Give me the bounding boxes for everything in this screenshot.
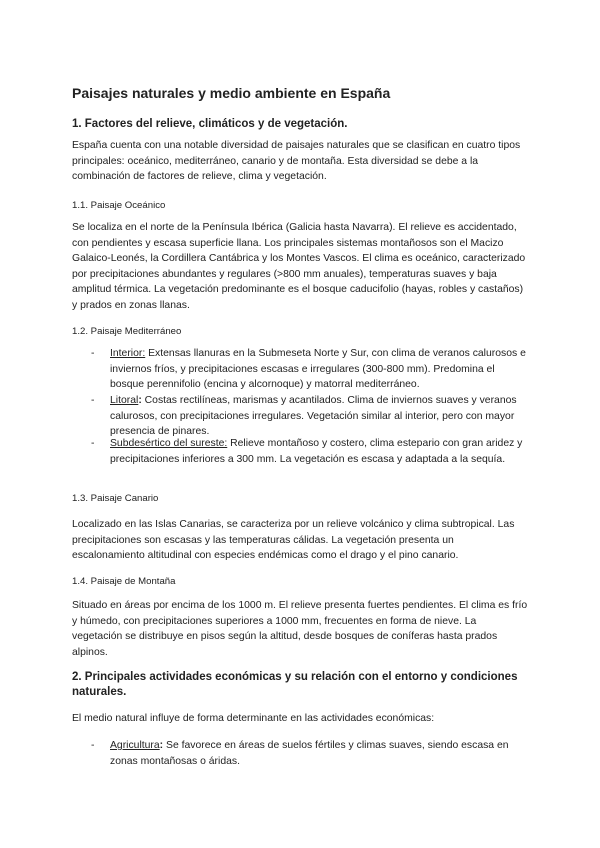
list-item-interior — [91, 346, 528, 393]
item-label: Interior: — [110, 348, 146, 359]
list-item-agricultura — [91, 738, 528, 769]
item-label: Subdesértico del sureste: — [110, 438, 228, 449]
bullet-dash: - — [91, 395, 95, 406]
item-colon: : — [159, 740, 164, 751]
section-2-intro: El medio natural influye de forma determinante en las actividades económicas: — [72, 713, 435, 724]
bullet-dash: - — [91, 348, 95, 359]
item-text: Relieve montañoso y costero, clima estepario con gran aridez y precipitaciones inferiores a 300 mm. La vegetación es escasa y adaptada a la sequía. — [110, 438, 523, 465]
item-colon: : — [138, 395, 142, 406]
item-text: Extensas llanuras en la Submeseta Norte y Sur, con clima de veranos calurosos e inviernos fríos, y precipitaciones escasas e irregulares (300-800 mm). Predomina el bosque perennifolio (encina y alcornoque) y matorral mediterráneo. — [110, 348, 526, 391]
canario-text: Localizado en las Islas Canarias, se caracteriza por un relieve volcánico y clima subtropical. Las precipitaciones son escasas y las temperaturas cálidas. La vegetación presenta un escalonamiento altitudinal con especies endémicas como el drago y el pino canario. — [72, 519, 515, 562]
item-label: Litoral — [110, 395, 139, 406]
document-title: Paisajes naturales y medio ambiente en España — [72, 85, 391, 101]
oceanico-heading: 1.1. Paisaje Oceánico — [72, 200, 166, 211]
bullet-dash: - — [91, 438, 95, 449]
section-1-intro: España cuenta con una notable diversidad de paisajes naturales que se clasifican en cuatro tipos principales: oceánico, mediterráneo, canario y de montaña. Esta diversidad se debe a la combinación de factores de relieve, clima y vegetación. — [72, 140, 521, 183]
section-2-heading: 2. Principales actividades económicas y su relación con el entorno y condiciones naturales. — [72, 671, 518, 698]
bullet-dash: - — [91, 740, 95, 751]
item-text: Se favorece en áreas de suelos fértiles y climas suaves, siendo escasa en zonas montañosas o áridas. — [110, 740, 509, 767]
item-label: Agricultura — [110, 740, 160, 751]
item-text: Costas rectilíneas, marismas y acantilados. Clima de inviernos suaves y veranos calurosos, con precipitaciones irregulares. Vegetación similar al interior, pero con mayor presencia de pinares. — [110, 395, 517, 438]
montana-text: Situado en áreas por encima de los 1000 m. El relieve presenta fuertes pendientes. El clima es frío y húmedo, con precipitaciones superiores a 1000 mm, frecuentes en forma de nieve. La vegetación se distribuye en pisos según la altitud, desde bosques de coníferas hasta prados alpinos. — [72, 600, 528, 658]
canario-heading: 1.3. Paisaje Canario — [72, 493, 159, 504]
list-item-litoral — [91, 393, 528, 440]
montana-heading: 1.4. Paisaje de Montaña — [72, 576, 176, 587]
section-1-heading: 1. Factores del relieve, climáticos y de vegetación. — [72, 118, 348, 130]
mediterraneo-heading: 1.2. Paisaje Mediterráneo — [72, 326, 182, 337]
list-item-subdesertico — [91, 436, 528, 467]
oceanico-text: Se localiza en el norte de la Península Ibérica (Galicia hasta Navarra). El relieve es accidentado, con pendientes y escasa superficie llana. Los principales sistemas montañosos son el Macizo Galaico-Leonés, la Cordillera Cantábrica y los Montes Vascos. El clima es oceánico, caracterizado por precipitaciones abundantes y regulares (>800 mm anuales), temperaturas suaves y baja amplitud térmica. La vegetación predominante es el bosque caducifolio (hayas, robles y castaños) y prados en zonas llanas. — [72, 222, 526, 311]
